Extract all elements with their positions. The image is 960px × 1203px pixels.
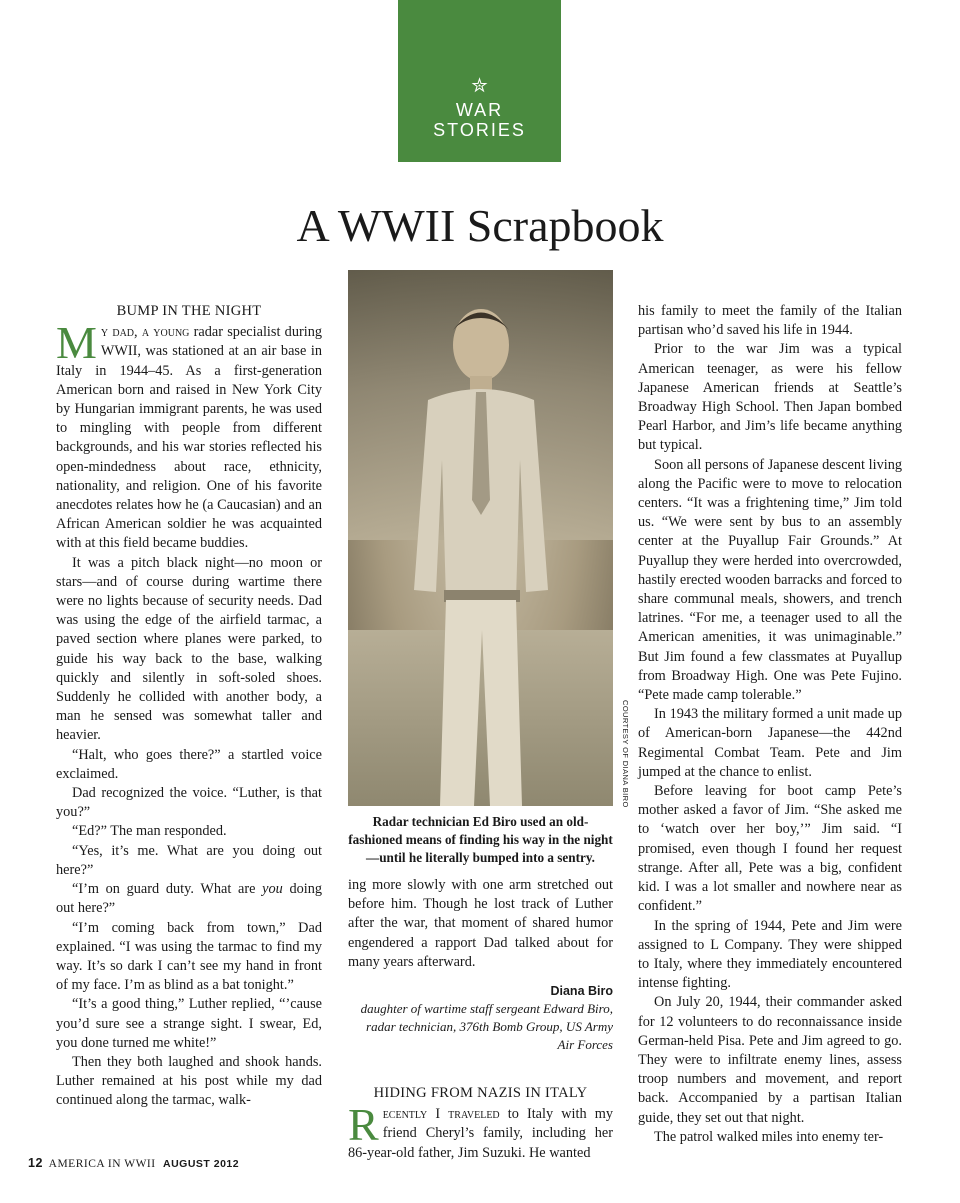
section-label-line2: STORIES xyxy=(433,120,526,140)
section-banner xyxy=(398,0,561,162)
story1-lead-text: radar specialist during WWII, was stationed at an air base in Italy in 1944–45. As a first-generation American born and raised in New York City by Hungarian immigrant parents, he was used to mingling with people from different backgrounds, and his war stories reflected his open-mindedness about race, ethnicity, nationality, and religion. One of his favorite anecdotes relates how he (a Caucasian) and an African American soldier he was acquainted with at this field became buddies. xyxy=(56,324,322,552)
story2-paragraph: The patrol walked miles into enemy ter- xyxy=(654,1128,884,1145)
soldier-figure xyxy=(398,300,563,806)
story2-paragraph: In the spring of 1944, Pete and Jim were assigned to L Company. They were shipped to Italy, where they immediately encountered intense fighting. xyxy=(638,917,902,992)
story2-heading: HIDING FROM NAZIS IN ITALY xyxy=(373,1085,588,1102)
story1-dropcap: M xyxy=(56,317,97,369)
story2-paragraph: Soon all persons of Japanese descent living along the Pacific were to move to relocation centers. “It was a frightening time,” Jim told us. “We were sent by bus to an assembly center at the Puyallup Fair Grounds.” At Puyallup they were herded into overcrowded, hastily erected wooden barracks and forced to share communal meals, showers, and trench latrines. “For me, a teenager used to all the American amenities, it was unimaginable.” But Jim found a few classmates at Puyallup from Broadway High. One was Pete Fujino. “Pete made camp tolerable.” xyxy=(638,456,902,704)
column-1 xyxy=(56,302,322,1111)
portrait-photo xyxy=(348,270,613,806)
story2-paragraph: In 1943 the military formed a unit made up of American-born Japanese—the 442nd Regimental Combat Team. Pete and Jim jumped at the chance to enlist. xyxy=(638,706,902,780)
page-title: A WWII Scrapbook xyxy=(296,200,664,251)
page-footer xyxy=(28,1156,239,1170)
story2-lead-smallcaps: ecently I traveled xyxy=(382,1106,500,1123)
story1-paragraph: “Yes, it’s me. What are you doing out here?” xyxy=(56,842,322,878)
story1-lead-paragraph xyxy=(56,317,322,553)
story1-p7-emphasis: you xyxy=(262,881,283,898)
story1-paragraph: It was a pitch black night—no moon or stars—and of course during wartime there were no lights because of security needs. Dad was using the edge of the airfield tarmac, a paved section where planes were parked, to guide his way back to the base, walking quickly and silently in soft-soled shoes. Suddenly he collided with another body, a man he sensed was somewhat taller and heavier. xyxy=(56,554,322,744)
issue-date: AUGUST 2012 xyxy=(162,1158,240,1170)
page-number: 12 xyxy=(28,1156,43,1170)
story1-p7-a: “I’m on guard duty. What are xyxy=(72,881,263,898)
story1-lead-smallcaps: y dad, a young xyxy=(100,324,190,341)
story1-paragraph: “Halt, who goes there?” a startled voice exclaimed. xyxy=(56,746,322,782)
story1-paragraph-continued: ing more slowly with one arm stretched out before him. Though he lost track of Luther after the war, that moment of shared humor engendered a rapport Dad talked about for many years afterward. xyxy=(348,877,613,970)
story2-paragraph: Prior to the war Jim was a typical American teenager, as were his fellow Japanese American friends at Seattle’s Broadway High School. Then Japan bombed Pearl Harbor, and Jim’s life became anything but typical. xyxy=(638,341,902,454)
story2-dropcap: R xyxy=(348,1099,379,1151)
magazine-name: AMERICA IN WWII xyxy=(48,1158,156,1170)
photo-credit: COURTESY OF DIANA BIRO xyxy=(621,700,630,808)
story1-author-description: daughter of wartime staff sergeant Edward Biro, radar technician, 376th Bomb Group, US Army Air Forces xyxy=(360,1001,613,1053)
story2-paragraph-continued: his family to meet the family of the Italian partisan who’d saved his life in 1944. xyxy=(638,303,902,339)
story1-heading: BUMP IN THE NIGHT xyxy=(116,303,262,319)
section-label-line1: WAR xyxy=(455,100,504,120)
story1-p7-b: doing out here?” xyxy=(56,881,323,917)
story1-paragraph: “Ed?” The man responded. xyxy=(72,823,227,840)
column-3 xyxy=(638,302,902,1147)
story1-paragraph xyxy=(56,880,322,918)
story2-lead-paragraph xyxy=(348,1099,614,1163)
story1-author: Diana Biro xyxy=(550,984,613,999)
photo-caption: Radar technician Ed Biro used an old-fashioned means of finding his way in the night—until he literally bumped into a sentry. xyxy=(348,814,613,865)
story1-paragraph: “It’s a good thing,” Luther replied, “’cause you’d sure see a strange sight. I swear, Ed, you done turned me white!” xyxy=(56,996,322,1051)
story2-paragraph: Before leaving for boot camp Pete’s mother asked a favor of Jim. “She asked me to ‘watch over her boy,’” Jim said. “I promised, even though I found her request strange. After all, Pete was a big, confident kid. I was a lot smaller and nowhere near as confident.” xyxy=(638,783,902,915)
story2-paragraph: On July 20, 1944, their commander asked for 12 volunteers to do reconnaissance inside German-held Pisa. Pete and Jim agreed to go. They were to infiltrate enemy lines, assess troop numbers and movement, and report back. Accompanied by a partisan Italian guide, they set out that night. xyxy=(638,994,902,1126)
column-2 xyxy=(348,876,613,1163)
story1-paragraph: Then they both laughed and shook hands. Luther remained at his post while my dad continued along the tarmac, walk- xyxy=(56,1053,322,1109)
star-icon: ✮ xyxy=(471,75,488,97)
story1-paragraph: Dad recognized the voice. “Luther, is that you?” xyxy=(56,785,322,821)
story1-paragraph: “I’m coming back from town,” Dad explained. “I was using the tarmac to find my way. It’s so dark I can’t see my hand in front of my face. I’m as blind as a bat tonight.” xyxy=(56,919,322,994)
story2-lead-text: to Italy with my friend Cheryl’s family, including her 86-year-old father, Jim Suzuki. He wanted xyxy=(348,1106,614,1161)
